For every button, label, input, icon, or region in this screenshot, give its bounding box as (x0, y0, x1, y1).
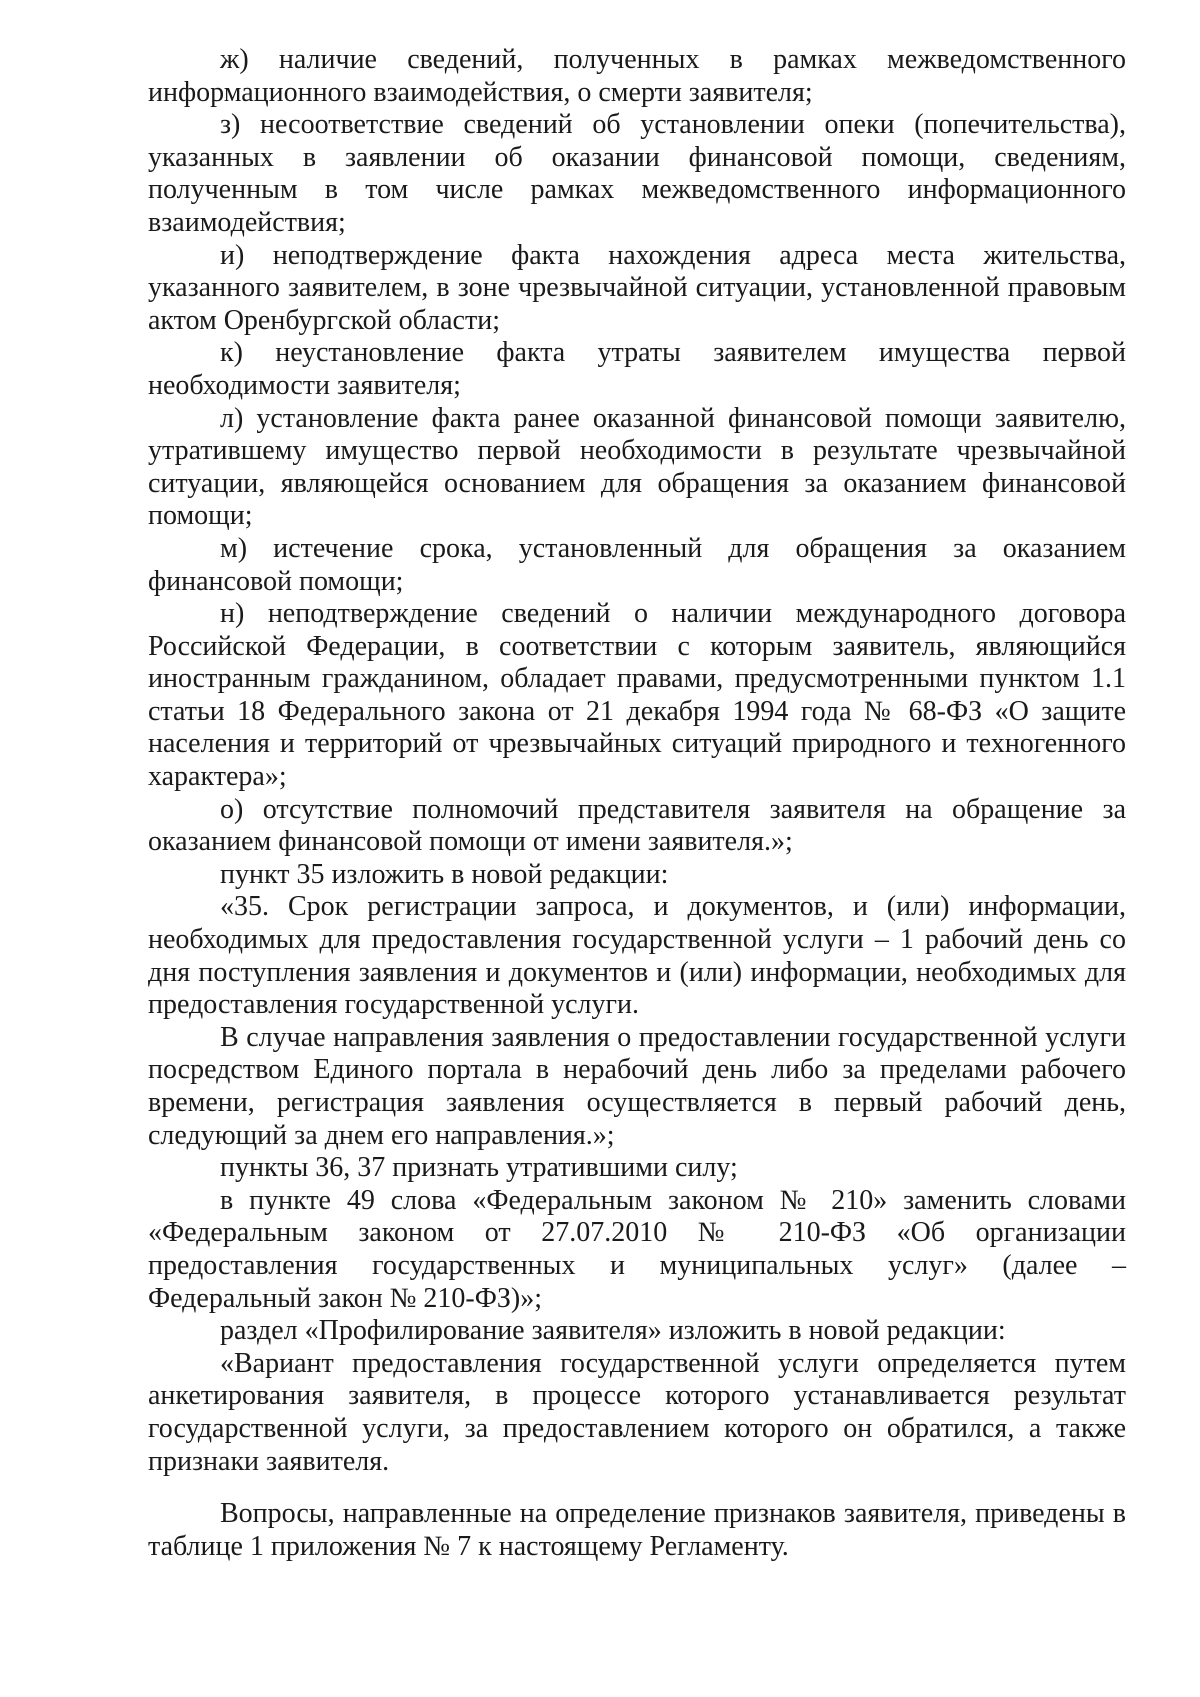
paragraph-point-35-intro: пункт 35 изложить в новой редакции: (220, 858, 669, 890)
paragraph-o: о) отсутствие полномочий представителя заявителя на обращение за оказанием финансовой помощи от имени заявителя.»; (148, 793, 1126, 858)
paragraph-n: н) неподтверждение сведений о наличии международного договора Российской Федерации, в соответствии с которым заявитель, являющийся иностранным гражданином, обладает правами, предусмотренными пунктом 1.1 статьи 18 Федерального закона от 21 декабря 1994 года № 68-ФЗ «О защите населения и территорий от чрезвычайных ситуаций природного и техногенного характера»; (148, 598, 1126, 793)
paragraph-points-36-37: пункты 36, 37 признать утратившими силу; (220, 1152, 738, 1184)
paragraph-profiling-intro: раздел «Профилирование заявителя» изложить в новой редакции: (220, 1315, 1006, 1347)
paragraph-portal-registration: В случае направления заявления о предоставлении государственной услуги посредством Единого портала в нерабочий день либо за пределами рабочего времени, регистрация заявления осуществляется в первый рабочий день, следующий за днем его направления.»; (148, 1021, 1126, 1151)
document-page (148, 44, 1126, 1563)
paragraph-zh: ж) наличие сведений, полученных в рамках межведомственного информационного взаимодействия, о смерти заявителя; (148, 44, 1126, 108)
paragraph-point-49: в пункте 49 слова «Федеральным законом № 210» заменить словами «Федеральным законом от 27.07.2010 № 210-ФЗ «Об организации предоставления государственных и муниципальных услуг» (далее – Федеральный закон № 210-ФЗ)»; (148, 1184, 1126, 1314)
paragraph-k: к) неустановление факта утраты заявителем имущества первой необходимости заявителя; (148, 337, 1126, 401)
paragraph-l: л) установление факта ранее оказанной финансовой помощи заявителю, утратившему имущество первой необходимости в результате чрезвычайной ситуации, являющейся основанием для обращения за оказанием финансовой помощи; (148, 402, 1126, 532)
paragraph-point-35-text: «35. Срок регистрации запроса, и документов, и (или) информации, необходимых для предоставления государственной услуги – 1 рабочий день со дня поступления заявления и документов и (или) информации, необходимых для предоставления государственной услуги. (148, 891, 1126, 1021)
paragraph-m: м) истечение срока, установленный для обращения за оказанием финансовой помощи; (148, 532, 1126, 597)
paragraph-profiling-text: «Вариант предоставления государственной услуги определяется путем анкетирования заявителя, в процессе которого устанавливается результат государственной услуги, за предоставлением которого он обратился, а также признаки заявителя. (148, 1347, 1126, 1477)
paragraph-i: и) неподтверждение факта нахождения адреса места жительства, указанного заявителем, в зоне чрезвычайной ситуации, установленной правовым актом Оренбургской области; (148, 239, 1126, 336)
paragraph-z: з) несоответствие сведений об установлении опеки (попечительства), указанных в заявлении об оказании финансовой помощи, сведениям, полученным в том числе рамках межведомственного информационного взаимодействия; (148, 109, 1126, 238)
paragraph-questions: Вопросы, направленные на определение признаков заявителя, приведены в таблице 1 приложения № 7 к настоящему Регламенту. (148, 1498, 1126, 1562)
